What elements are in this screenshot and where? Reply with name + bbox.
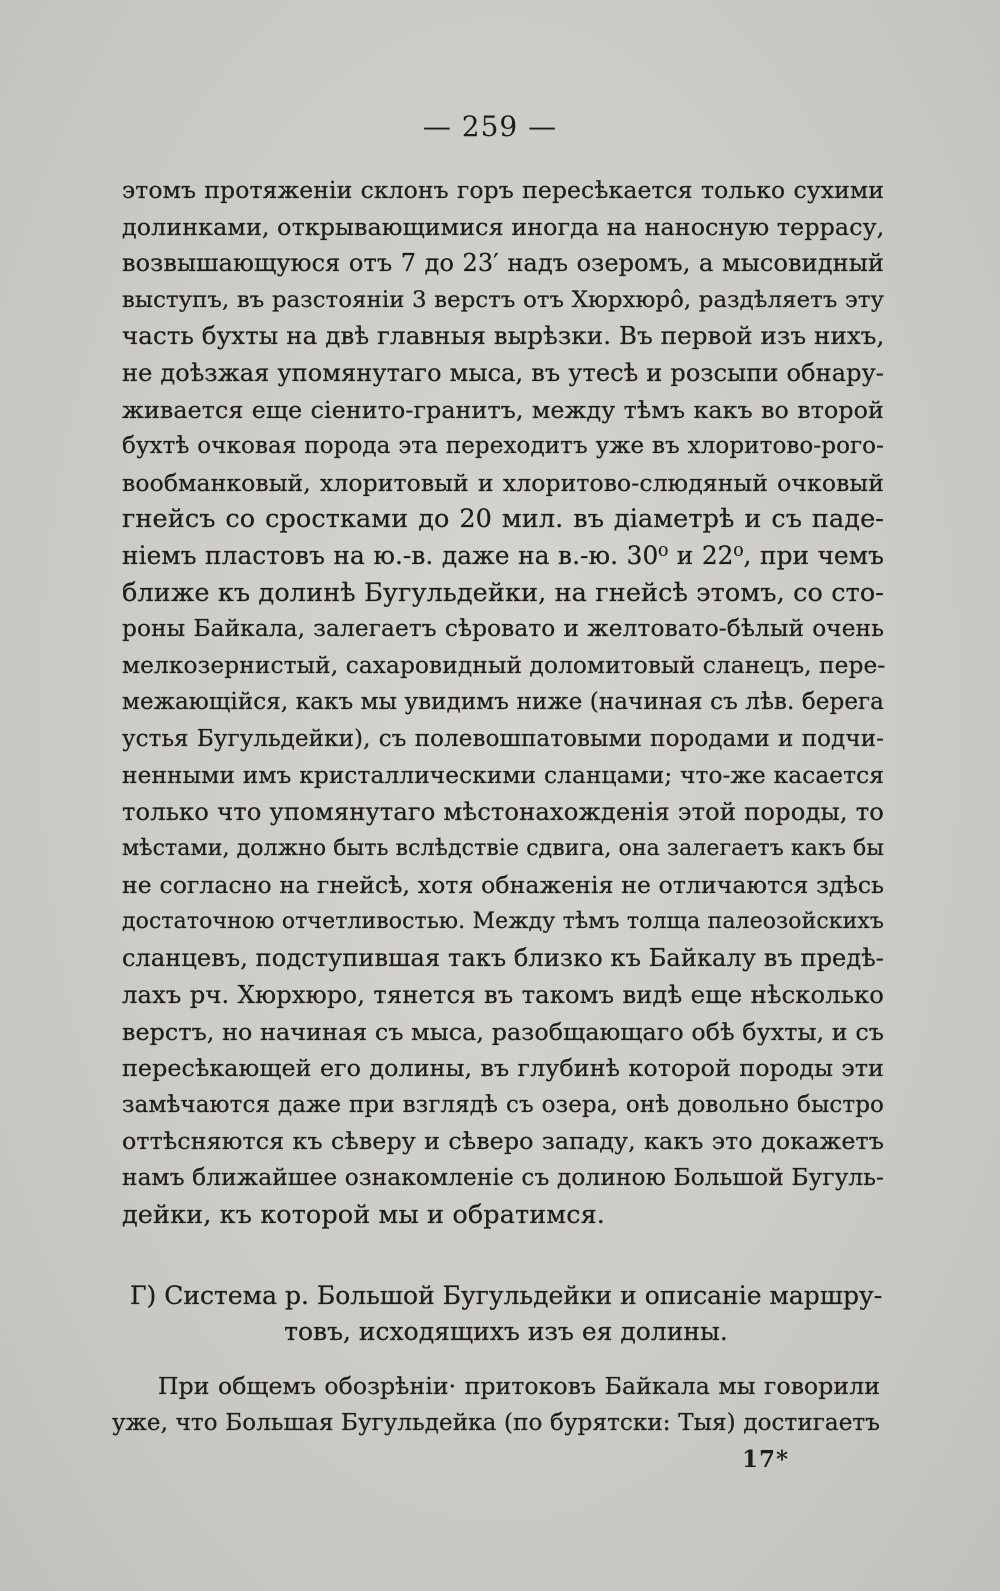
text-line: живается еще сіенито-гранитъ, между тѣмъ какъ во второй <box>122 395 884 424</box>
text-line: лахъ рч. Хюрхюро, тянется въ такомъ видѣ еще нѣсколько <box>122 980 884 1010</box>
text-line: роны Байкала, залегаетъ сѣровато и желтовато-бѣлый очень <box>122 615 884 643</box>
paragraph-1 <box>122 172 884 1233</box>
text-line: верстъ, но начиная съ мыса, разобщающаго обѣ бухты, и съ <box>122 1017 884 1046</box>
text-line: При общемъ обозрѣніи· притоковъ Байкала мы говорили <box>158 1372 880 1400</box>
page-number: — 259 — <box>422 110 558 143</box>
printer-signature-mark: 17* <box>742 1446 790 1473</box>
text-line: достаточною отчетливостью. Между тѣмъ толща палеозойскихъ <box>122 908 884 934</box>
text-line: дейки, къ которой мы и обратимся. <box>122 1199 606 1230</box>
text-line: межающійся, какъ мы увидимъ ниже (начиная съ лѣв. берега <box>122 689 884 716</box>
text-line: ближе къ долинѣ Бугульдейки, на гнейсѣ этомъ, со сто- <box>122 577 884 608</box>
text-line: устья Бугульдейки), съ полевошпатовыми породами и подчи- <box>122 725 884 752</box>
text-line: сланцевъ, подступившая такъ близко къ Байкалу въ предѣ- <box>122 944 884 973</box>
text-line: ніемъ пластовъ на ю.-в. даже на в.-ю. 30⁰ и 22⁰, при чемъ <box>122 540 884 570</box>
text-line: выступъ, въ разстояніи 3 верстъ отъ Хюрхюрô, раздѣляетъ эту <box>122 286 884 313</box>
text-line: часть бухты на двѣ главныя вырѣзки. Въ первой изъ нихъ, <box>122 321 885 351</box>
text-line: намъ ближайшее ознакомленіе съ долиною Большой Бугуль- <box>122 1164 884 1192</box>
text-line: гнейсъ со сростками до 20 мил. въ діаметрѣ и съ паде- <box>122 504 884 535</box>
text-line: оттѣсняются къ сѣверу и сѣверо западу, какъ это докажетъ <box>122 1127 884 1156</box>
text-line: ненными имъ кристаллическими сланцами; что-же касается <box>122 761 884 789</box>
text-line: мелкозернистый, сахаровидный доломитовый сланецъ, пере- <box>122 651 886 679</box>
text-line: пересѣкающей его долины, въ глубинѣ которой породы эти <box>122 1054 884 1083</box>
text-line: только что упомянутаго мѣстонахожденія этой породы, то <box>122 797 884 827</box>
text-line: долинками, открывающимися иногда на наносную террасу, <box>122 212 885 241</box>
paragraph-2 <box>112 1368 880 1441</box>
text-line: не доѣзжая упомянутаго мыса, въ утесѣ и розсыпи обнару- <box>122 358 884 387</box>
heading-line: Г) Система р. Большой Бугульдейки и описаніе маршру- <box>130 1281 883 1310</box>
text-line: бухтѣ очковая порода эта переходитъ уже въ хлоритово-рого- <box>122 433 884 460</box>
text-line: уже, что Большая Бугульдейка (по бурятски: Тыя) достигаетъ <box>112 1409 880 1436</box>
text-line: вообманковый, хлоритовый и хлоритово-слюдяный очковый <box>122 468 884 497</box>
text-line: замѣчаются даже при взглядѣ съ озера, онѣ довольно быстро <box>122 1091 884 1118</box>
section-heading <box>130 1278 882 1350</box>
heading-line: товъ, исходящихъ изъ ея долины. <box>284 1317 728 1346</box>
text-line: возвышающуюся отъ 7 до 23′ надъ озеромъ, а мысовидный <box>122 249 884 278</box>
text-line: мѣстами, должно быть вслѣдствіе сдвига, она залегаетъ какъ бы <box>122 835 884 861</box>
text-line: не согласно на гнейсѣ, хотя обнаженія не отличаются здѣсь <box>122 871 884 900</box>
text-line: этомъ протяженіи склонъ горъ пересѣкается только сухими <box>122 176 884 204</box>
